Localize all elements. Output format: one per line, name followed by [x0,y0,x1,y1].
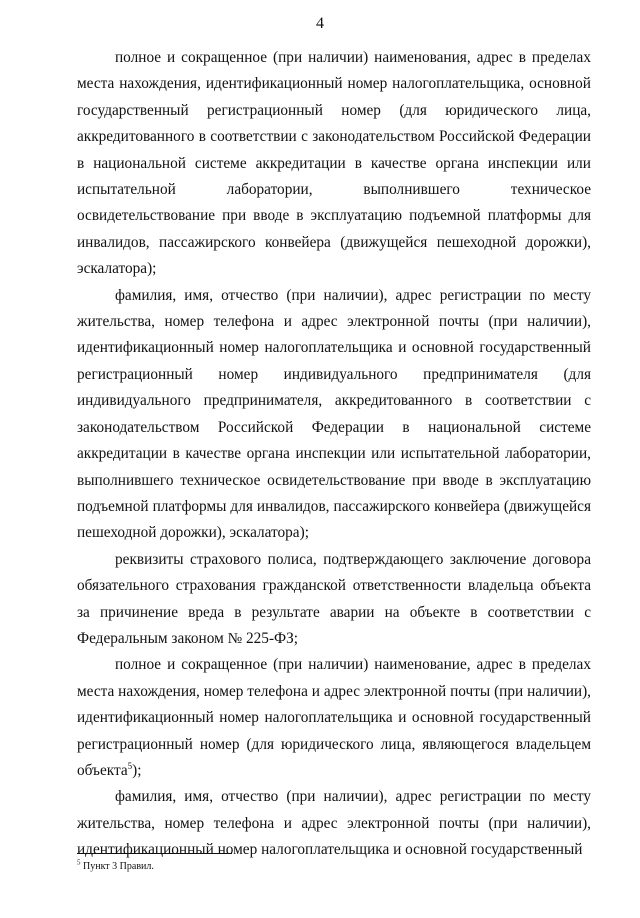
document-body [77,45,591,864]
page-number: 4 [316,15,324,32]
paragraph-legal-entity-inspector: полное и сокращенное (при наличии) наименования, адрес в пределах места нахождения, идентификационный номер налогоплательщика, основной государственный регистрационный номер (для юридического лица, аккредитованного в соответствии с законодательством Российской Федерации в национальной системе аккредитации в качестве органа инспекции или испытательной лаборатории, выполнившего техническое освидетельствование при вводе в эксплуатацию подъемной платформы для инвалидов, пассажирского конвейера (движущейся пешеходной дорожки), эскалатора); [77,49,591,278]
paragraph-legal-entity-owner [77,652,591,784]
paragraph-owner-text: полное и сокращенное (при наличии) наименование, адрес в пределах места нахождения, номер телефона и адрес электронной почты (при наличии), идентификационный номер налогоплательщика и основной государственный регистрационный номер (для юридического лица, являющегося владельцем объекта [77,656,591,779]
footnote-reference: 5 [127,760,133,771]
paragraph-individual-inspector: фамилия, имя, отчество (при наличии), адрес регистрации по месту жительства, номер телефона и адрес электронной почты (при наличии), идентификационный номер налогоплательщика и основной государственный регистрационный номер индивидуального предпринимателя (для индивидуального предпринимателя, аккредитованного в соответствии с законодательством Российской Федерации в национальной системе аккредитации в качестве органа инспекции или испытательной лаборатории, выполнившего техническое освидетельствование при вводе в эксплуатацию подъемной платформы для инвалидов, пассажирского конвейера (движущейся пешеходной дорожки), эскалатора); [77,286,591,542]
paragraph-owner-text-end: ); [132,761,142,779]
footnote-mark: 5 [77,858,81,867]
footnote [77,860,154,874]
paragraph-insurance-policy: реквизиты страхового полиса, подтверждающего заключение договора обязательного страхования гражданской ответственности владельца объекта за причинение вреда в результате аварии на объекте в соответствии с Федеральным законом № 225-ФЗ; [77,550,591,647]
paragraph-individual-owner: фамилия, имя, отчество (при наличии), адрес регистрации по месту жительства, номер телефона и адрес электронной почты (при наличии), идентификационный номер налогоплательщика и основной государственный [77,788,591,859]
footnote-text: Пункт 3 Правил. [80,861,154,872]
footnote-divider [77,853,232,854]
